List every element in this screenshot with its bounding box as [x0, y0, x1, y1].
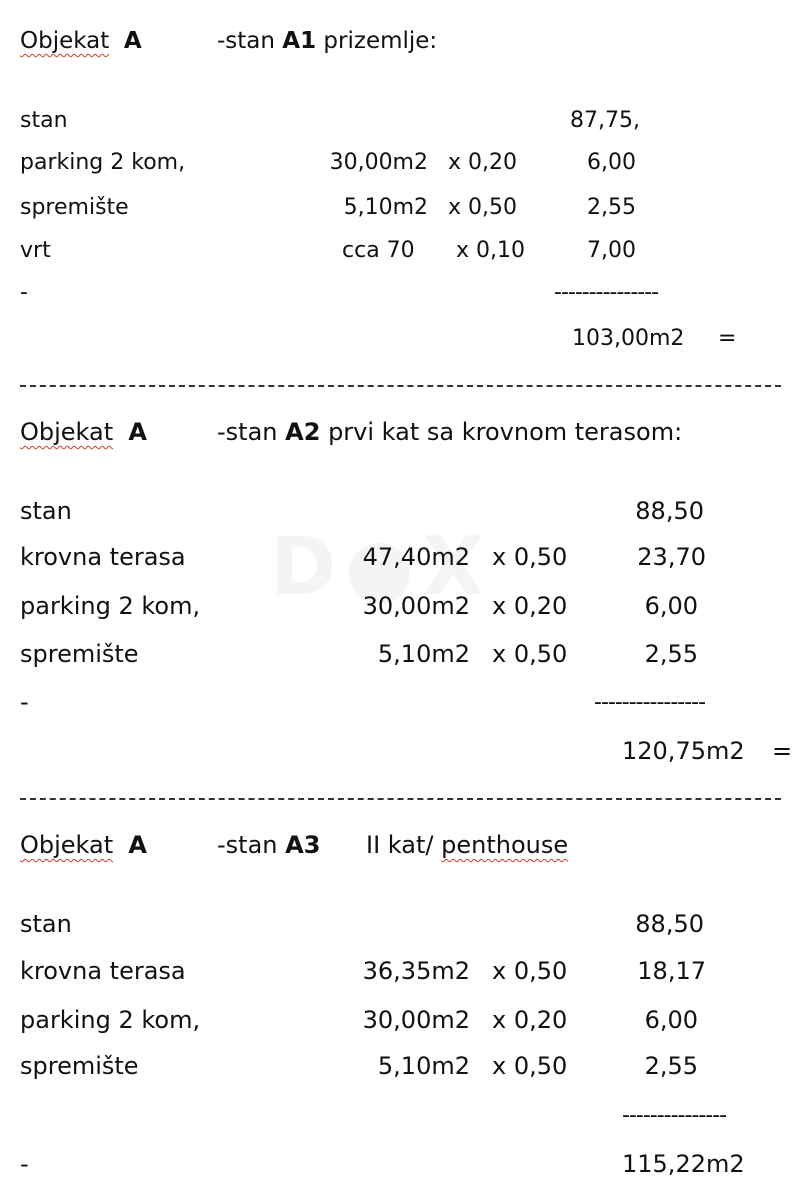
row-area: 47,40m2	[362, 543, 470, 571]
heading-building: A	[128, 418, 147, 446]
section-heading	[20, 831, 147, 859]
heading-objekat: Objekat	[20, 28, 110, 54]
heading-floor: II kat/	[366, 831, 434, 859]
row-area: 30,00m2	[329, 150, 428, 175]
row-label: krovna terasa	[20, 957, 186, 985]
heading-unit: A2	[285, 418, 321, 446]
row-label: krovna terasa	[20, 543, 186, 571]
row-label: parking 2 kom,	[20, 150, 186, 175]
heading-objekat: Objekat	[20, 831, 114, 859]
row-dash: -	[20, 1150, 29, 1178]
row-area: cca 70	[342, 238, 415, 263]
row-factor: x 0,10	[456, 238, 525, 263]
section-total: 115,22m2	[622, 1150, 745, 1178]
heading-objekat: Objekat	[20, 418, 114, 446]
sum-rule: ---------------	[554, 280, 659, 305]
row-label: vrt	[20, 238, 51, 263]
section-divider	[20, 385, 781, 387]
row-value: 6,00	[644, 592, 698, 620]
heading-stan: -stan	[217, 28, 275, 54]
heading-building: A	[123, 28, 142, 54]
row-factor: x 0,50	[492, 1052, 568, 1080]
heading-unit: A1	[282, 28, 317, 54]
section-heading	[20, 418, 147, 446]
sum-rule: ----------------	[594, 690, 706, 715]
row-label: spremište	[20, 640, 139, 668]
row-area: 5,10m2	[377, 640, 470, 668]
row-area: 30,00m2	[362, 592, 470, 620]
row-label: spremište	[20, 1052, 139, 1080]
row-value: 6,00	[587, 150, 636, 175]
row-label: parking 2 kom,	[20, 1006, 201, 1034]
section-divider	[20, 798, 781, 800]
row-value: 6,00	[644, 1006, 698, 1034]
section-total: 103,00m2	[572, 326, 685, 351]
heading-building: A	[128, 831, 147, 859]
row-value: 2,55	[644, 640, 698, 668]
row-dash: -	[20, 280, 28, 305]
row-label: stan	[20, 497, 72, 525]
heading-desc: prvi kat sa krovnom terasom:	[328, 418, 683, 446]
row-area: 30,00m2	[362, 1006, 470, 1034]
row-value: 88,50	[635, 910, 704, 938]
section-heading-unit	[217, 418, 682, 446]
row-value: 18,17	[637, 957, 706, 985]
row-value: 87,75,	[570, 108, 640, 133]
row-factor: x 0,20	[448, 150, 517, 175]
section-heading	[20, 28, 142, 54]
row-factor: x 0,50	[492, 957, 568, 985]
equals-sign: =	[718, 326, 737, 351]
row-factor: x 0,20	[492, 592, 568, 620]
row-dash: -	[20, 688, 29, 716]
row-factor: x 0,20	[492, 1006, 568, 1034]
section-heading-unit	[217, 831, 320, 859]
sum-rule: ---------------	[622, 1103, 727, 1128]
section-heading-unit	[217, 28, 437, 54]
row-label: stan	[20, 108, 68, 133]
row-factor: x 0,50	[448, 195, 517, 220]
row-factor: x 0,50	[492, 640, 568, 668]
row-value: 7,00	[587, 238, 636, 263]
row-label: spremište	[20, 195, 129, 220]
row-area: 5,10m2	[377, 1052, 470, 1080]
row-value: 2,55	[644, 1052, 698, 1080]
heading-desc	[366, 831, 568, 859]
row-area: 5,10m2	[343, 195, 428, 220]
row-label: stan	[20, 910, 72, 938]
heading-unit: A3	[285, 831, 321, 859]
heading-desc: prizemlje:	[323, 28, 438, 54]
row-area: 36,35m2	[362, 957, 470, 985]
row-value: 88,50	[635, 497, 704, 525]
row-label: parking 2 kom,	[20, 592, 201, 620]
equals-sign: =	[772, 737, 792, 765]
heading-penthouse: penthouse	[441, 831, 569, 859]
heading-stan: -stan	[217, 418, 278, 446]
heading-stan: -stan	[217, 831, 278, 859]
section-total: 120,75m2	[622, 737, 745, 765]
row-value: 2,55	[587, 195, 636, 220]
row-value: 23,70	[637, 543, 706, 571]
row-factor: x 0,50	[492, 543, 568, 571]
